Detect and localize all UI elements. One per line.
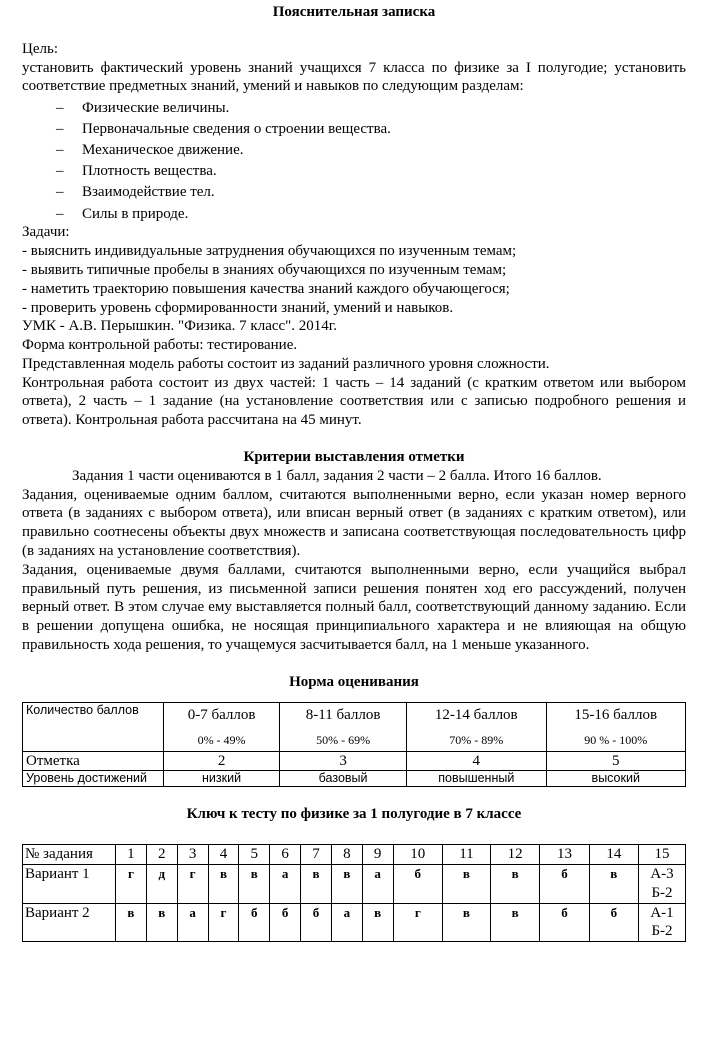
match-answer: А-1	[650, 904, 674, 921]
table-cell: 4	[407, 751, 546, 771]
topic-item	[22, 141, 686, 160]
table-cell	[639, 903, 686, 942]
table-cell: в	[589, 865, 638, 904]
table-cell: в	[146, 903, 177, 942]
table-cell	[280, 702, 407, 751]
percent-range: 70% - 89%	[449, 733, 504, 748]
spacer	[22, 655, 686, 673]
criteria-paragraph: Задания, оцениваемые двумя баллами, считаются выполненными верно, если учащийся выбрал правильный путь решения, из письменной записи решения понятен ход его рассуждений, получен верный ответ. В этом случае ему выставляется полный балл, соответствующий данному заданию. Если в решении допущена ошибка, не носящая принципиального характера и не влияющая на общую правильность хода решения, то учащемуся засчитывается балл, на 1 меньше указанного.	[22, 561, 686, 654]
key-title: Ключ к тесту по физике за 1 полугодие в 7 классе	[186, 806, 522, 823]
table-cell: 10	[393, 845, 442, 865]
document-title: Пояснительная записка	[272, 4, 436, 20]
table-cell: 4	[208, 845, 239, 865]
topic-item	[22, 205, 686, 224]
table-cell: Отметка	[23, 751, 164, 771]
topic-text: Механическое движение.	[82, 141, 244, 158]
table-cell: б	[270, 903, 301, 942]
table-cell: высокий	[546, 771, 685, 787]
table-cell: а	[270, 865, 301, 904]
table-cell	[164, 702, 280, 751]
topic-text: Физические величины.	[82, 99, 230, 116]
topic-text: Силы в природе.	[82, 205, 189, 222]
table-cell: 2	[146, 845, 177, 865]
table-row	[23, 751, 686, 771]
table-cell: г	[208, 903, 239, 942]
table-cell: Количество баллов	[23, 702, 164, 751]
table-cell: б	[393, 865, 442, 904]
structure-paragraph: Контрольная работа состоит из двух частей: 1 часть – 14 заданий (с кратким ответом или выбором ответа), 2 часть – 1 задание (на установление соответствия или с записью подробного решения и ответа). Контрольная работа рассчитана на 45 минут.	[22, 374, 686, 429]
table-cell: 2	[164, 751, 280, 771]
table-cell: в	[239, 865, 270, 904]
task-item: - выявить типичные пробелы в знаниях обучающихся по изученным темам;	[22, 261, 507, 278]
table-cell	[639, 865, 686, 904]
goal-label: Цель:	[22, 40, 58, 57]
table-cell: в	[208, 865, 239, 904]
table-cell: б	[540, 903, 589, 942]
grading-norm-table	[22, 702, 686, 788]
table-row	[23, 865, 686, 904]
spacer	[22, 430, 686, 448]
table-cell: 1	[116, 845, 147, 865]
table-cell: Уровень достижений	[23, 771, 164, 787]
table-cell: в	[331, 865, 362, 904]
table-cell: 14	[589, 845, 638, 865]
table-cell: б	[239, 903, 270, 942]
table-cell: 15	[639, 845, 686, 865]
table-cell: 11	[442, 845, 490, 865]
criteria-title: Критерии выставления отметки	[243, 449, 465, 466]
table-cell: 3	[280, 751, 407, 771]
criteria-paragraph: Задания, оцениваемые одним баллом, считаются выполненными верно, если указан номер верного ответа (в заданиях с выбором ответа), или вписан верный ответ (в заданиях с кратким ответом), или правильно соотнесены объекты двух множеств и записана соответствующая последовательность цифр (в заданиях на установление соответствия).	[22, 486, 686, 560]
table-cell: а	[177, 903, 208, 942]
table-cell: в	[490, 903, 539, 942]
table-cell: б	[589, 903, 638, 942]
spacer	[22, 787, 686, 805]
norm-title: Норма оценивания	[289, 673, 419, 690]
model-line: Представленная модель работы состоит из заданий различного уровня сложности.	[22, 355, 550, 372]
table-cell: б	[540, 865, 589, 904]
table-cell: г	[177, 865, 208, 904]
goal-text: установить фактический уровень знаний учащихся 7 класса по физике за I полугодие; установить соответствие предметных знаний, умений и навыков по следующим разделам:	[22, 59, 686, 95]
points-range: 8-11 баллов	[305, 706, 381, 723]
table-cell: в	[442, 865, 490, 904]
criteria-paragraph: Задания 1 части оцениваются в 1 балл, задания 2 части – 2 балла. Итого 16 баллов.	[72, 467, 602, 484]
table-row	[23, 702, 686, 751]
table-row	[23, 845, 686, 865]
table-cell: 9	[362, 845, 393, 865]
answer-key-table	[22, 844, 686, 942]
points-range: 15-16 баллов	[574, 706, 658, 723]
list-dash: –	[56, 120, 64, 137]
topic-list	[22, 99, 686, 224]
table-cell: в	[301, 865, 332, 904]
list-dash: –	[56, 163, 64, 180]
table-cell: повышенный	[407, 771, 546, 787]
match-answer: Б-2	[651, 884, 673, 901]
table-cell: г	[393, 903, 442, 942]
table-cell: б	[301, 903, 332, 942]
match-answer: Б-2	[651, 923, 673, 940]
task-item: - проверить уровень сформированности знаний, умений и навыков.	[22, 299, 454, 316]
table-cell: 3	[177, 845, 208, 865]
table-cell: Вариант 1	[23, 865, 116, 904]
points-range: 0-7 баллов	[187, 706, 256, 723]
table-row	[23, 771, 686, 787]
topic-item	[22, 120, 686, 139]
list-dash: –	[56, 184, 64, 201]
table-cell: 8	[331, 845, 362, 865]
list-dash: –	[56, 205, 64, 222]
table-cell: в	[362, 903, 393, 942]
table-cell: 5	[239, 845, 270, 865]
task-item: - наметить траекторию повышения качества знаний каждого обучающегося;	[22, 280, 510, 297]
table-cell: а	[331, 903, 362, 942]
table-cell: в	[490, 865, 539, 904]
table-row	[23, 903, 686, 942]
percent-range: 90 % - 100%	[584, 733, 648, 748]
topic-text: Первоначальные сведения о строении вещества.	[82, 120, 391, 137]
percent-range: 50% - 69%	[316, 733, 371, 748]
list-dash: –	[56, 99, 64, 116]
topic-text: Взаимодействие тел.	[82, 184, 215, 201]
topic-item	[22, 162, 686, 181]
table-cell: Вариант 2	[23, 903, 116, 942]
spacer	[22, 22, 686, 40]
points-range: 12-14 баллов	[434, 706, 518, 723]
table-cell: г	[116, 865, 147, 904]
table-cell: 7	[301, 845, 332, 865]
table-cell: в	[116, 903, 147, 942]
topic-item	[22, 183, 686, 202]
table-cell: 13	[540, 845, 589, 865]
task-item: - выяснить индивидуальные затруднения обучающихся по изученным темам;	[22, 243, 517, 260]
form-line: Форма контрольной работы: тестирование.	[22, 337, 298, 354]
umk-line: УМК - А.В. Перышкин. "Физика. 7 класс". 2014г.	[22, 318, 338, 335]
table-cell: низкий	[164, 771, 280, 787]
topic-item	[22, 99, 686, 118]
topic-text: Плотность вещества.	[82, 163, 217, 180]
table-cell: базовый	[280, 771, 407, 787]
table-cell: д	[146, 865, 177, 904]
table-cell: а	[362, 865, 393, 904]
table-cell: 5	[546, 751, 685, 771]
table-cell: 12	[490, 845, 539, 865]
table-cell: в	[442, 903, 490, 942]
match-answer: А-3	[650, 866, 674, 883]
list-dash: –	[56, 141, 64, 158]
document-page	[22, 0, 686, 942]
table-cell	[546, 702, 685, 751]
percent-range: 0% - 49%	[197, 733, 246, 748]
table-cell: № задания	[23, 845, 116, 865]
table-cell	[407, 702, 546, 751]
table-cell: 6	[270, 845, 301, 865]
tasks-label: Задачи:	[22, 224, 70, 241]
